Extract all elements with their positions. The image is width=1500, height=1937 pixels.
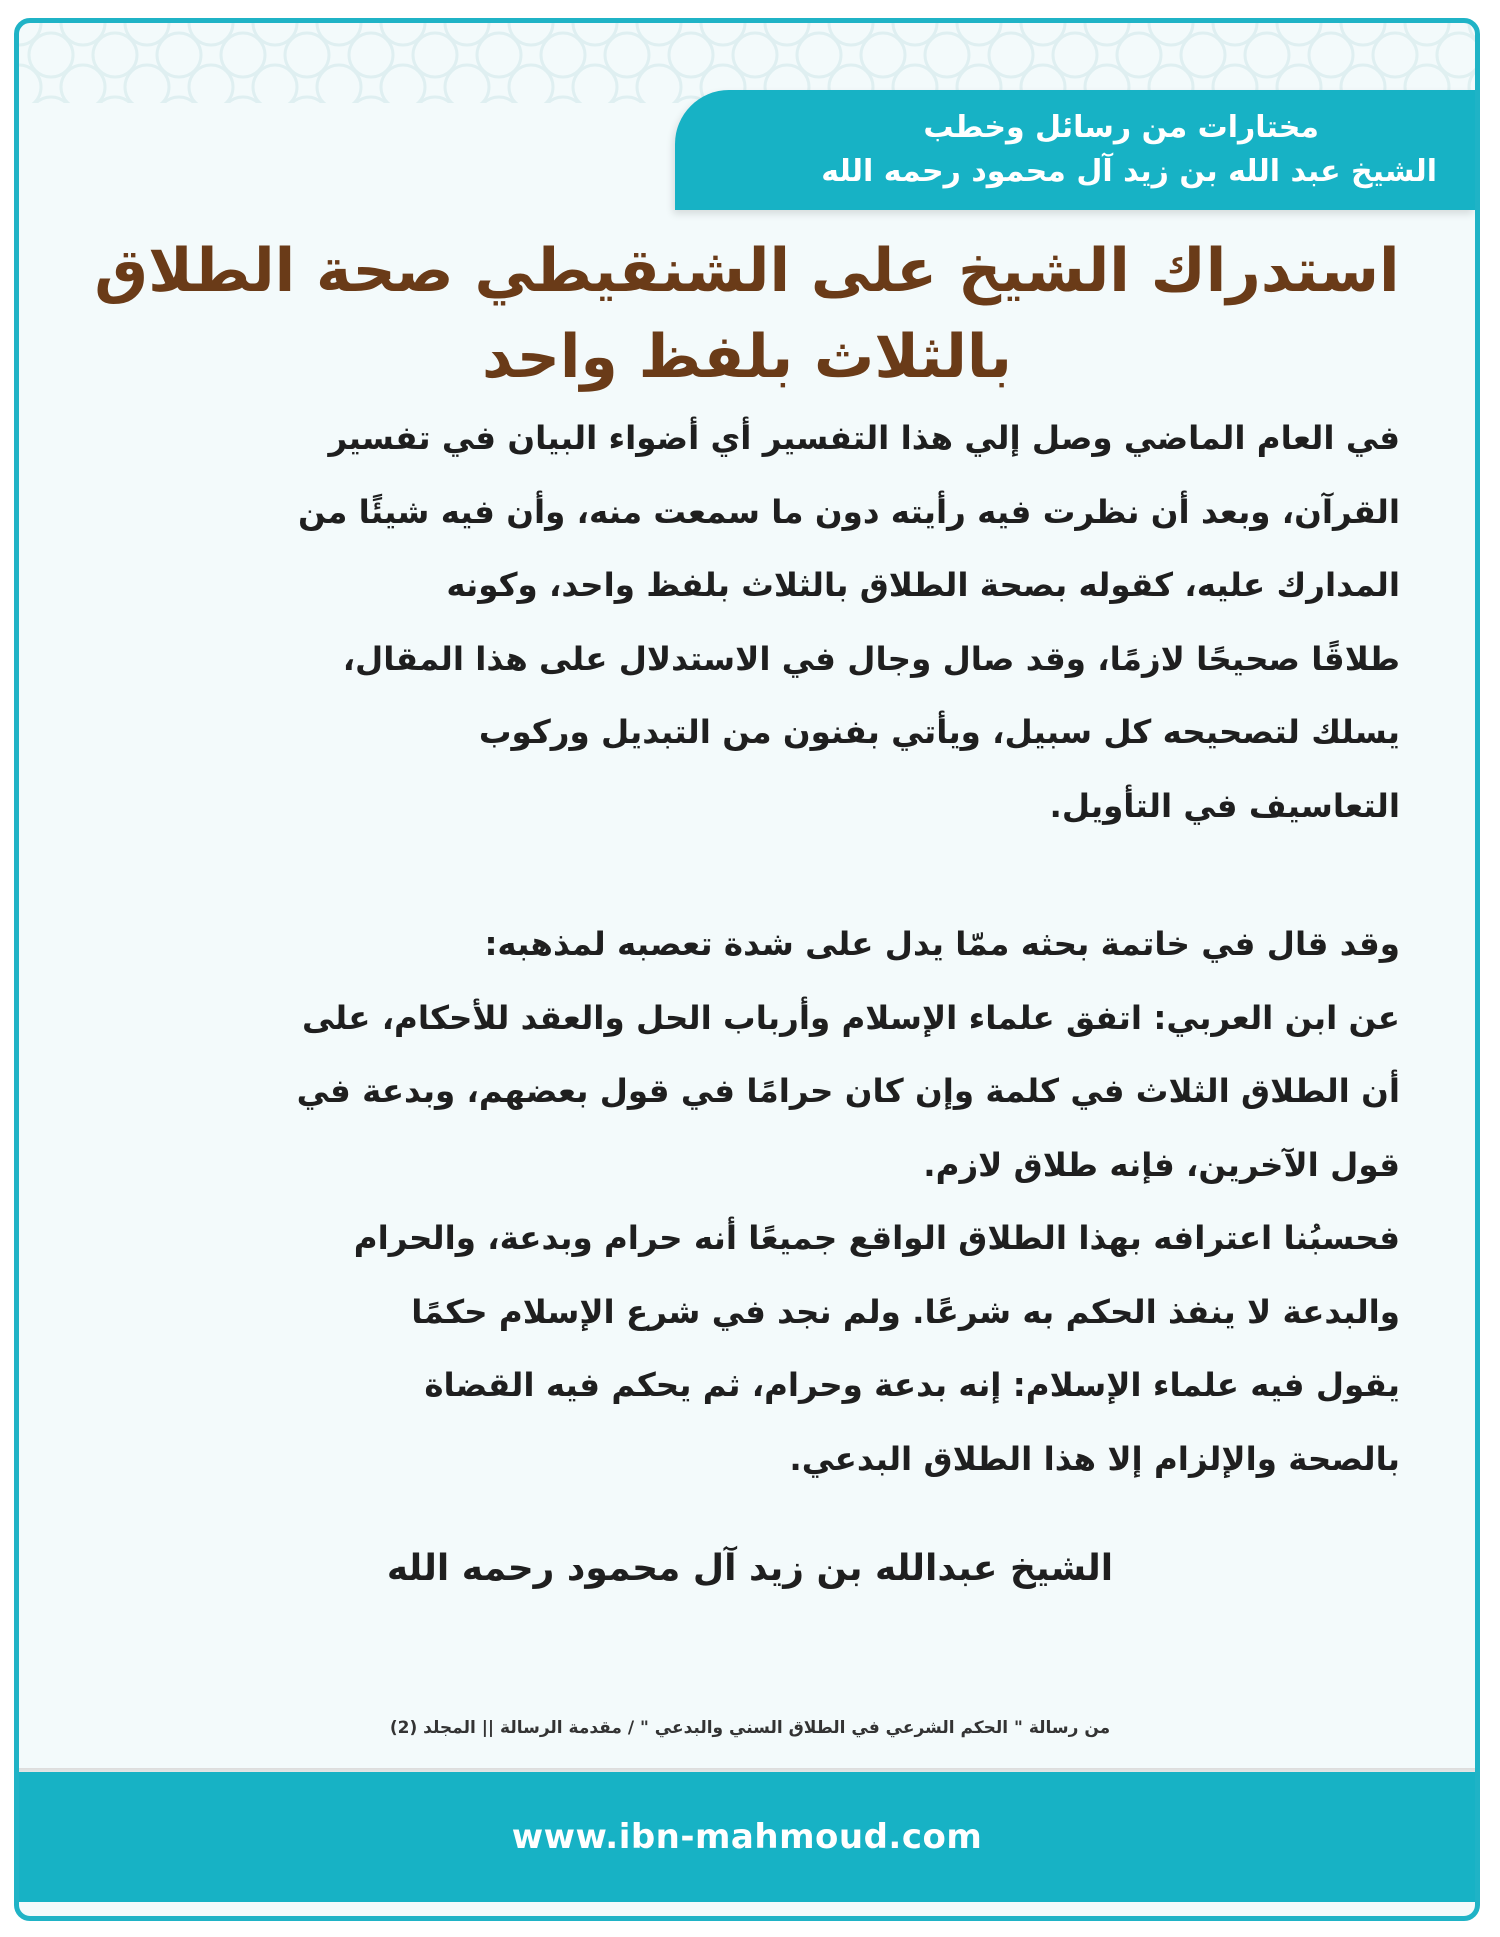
text-line: المدارك عليه، كقوله بصحة الطلاق بالثلاث بلفظ واحد، وكونه — [446, 566, 1400, 604]
text-line: التعاسيف في التأويل. — [1049, 786, 1400, 825]
header-band — [675, 90, 1475, 210]
title-line-2: بالثلاث بلفظ واحد — [482, 322, 1012, 392]
text-line: بالصحة والإلزام إلا هذا الطلاق البدعي. — [789, 1439, 1400, 1478]
text-line: طلاقًا صحيحًا لازمًا، وقد صال وجال في الاستدلال على هذا المقال، — [342, 639, 1400, 678]
header-subtitle: مختارات من رسائل وخطب — [923, 110, 1319, 145]
text-line: عن ابن العربي: اتفق علماء الإسلام وأرباب الحل والعقد للأحكام، على — [302, 998, 1400, 1037]
text-line: والبدعة لا ينفذ الحكم به شرعًا. ولم نجد في شرع الإسلام حكمًا — [411, 1292, 1400, 1331]
article-body — [100, 402, 1400, 1496]
title-line-1: استدراك الشيخ على الشنقيطي صحة الطلاق — [94, 236, 1400, 306]
header-author: الشيخ عبد الله بن زيد آل محمود رحمه الله — [821, 154, 1437, 189]
text-line: قول الآخرين، فإنه طلاق لازم. — [923, 1145, 1400, 1184]
text-line: القرآن، وبعد أن نظرت فيه رأيته دون ما سمعت منه، وأن فيه شيئًا من — [298, 492, 1400, 531]
paragraph-2 — [100, 908, 1400, 1496]
text-line: يقول فيه علماء الإسلام: إنه بدعة وحرام، ثم يحكم فيه القضاة — [424, 1366, 1400, 1404]
source-citation: من رسالة " الحكم الشرعي في الطلاق السني والبدعي " / مقدمة الرسالة || المجلد (2) — [389, 1718, 1111, 1738]
text-line: فحسبُنا اعترافه بهذا الطلاق الواقع جميعًا أنه حرام وبدعة، والحرام — [353, 1219, 1400, 1257]
page-title — [79, 228, 1415, 400]
author-signature: الشيخ عبدالله بن زيد آل محمود رحمه الله — [386, 1548, 1114, 1589]
text-line: يسلك لتصحيحه كل سبيل، ويأتي بفنون من التبديل وركوب — [478, 713, 1400, 751]
text-line: أن الطلاق الثلاث في كلمة وإن كان حرامًا في قول بعضهم، وبدعة في — [296, 1072, 1400, 1110]
paragraph-1 — [100, 402, 1400, 843]
text-line: في العام الماضي وصل إلي هذا التفسير أي أضواء البيان في تفسير — [328, 419, 1400, 457]
website-link[interactable]: www.ibn-mahmoud.com — [511, 1817, 983, 1857]
text-line: وقد قال في خاتمة بحثه ممّا يدل على شدة تعصبه لمذهبه: — [484, 925, 1400, 963]
